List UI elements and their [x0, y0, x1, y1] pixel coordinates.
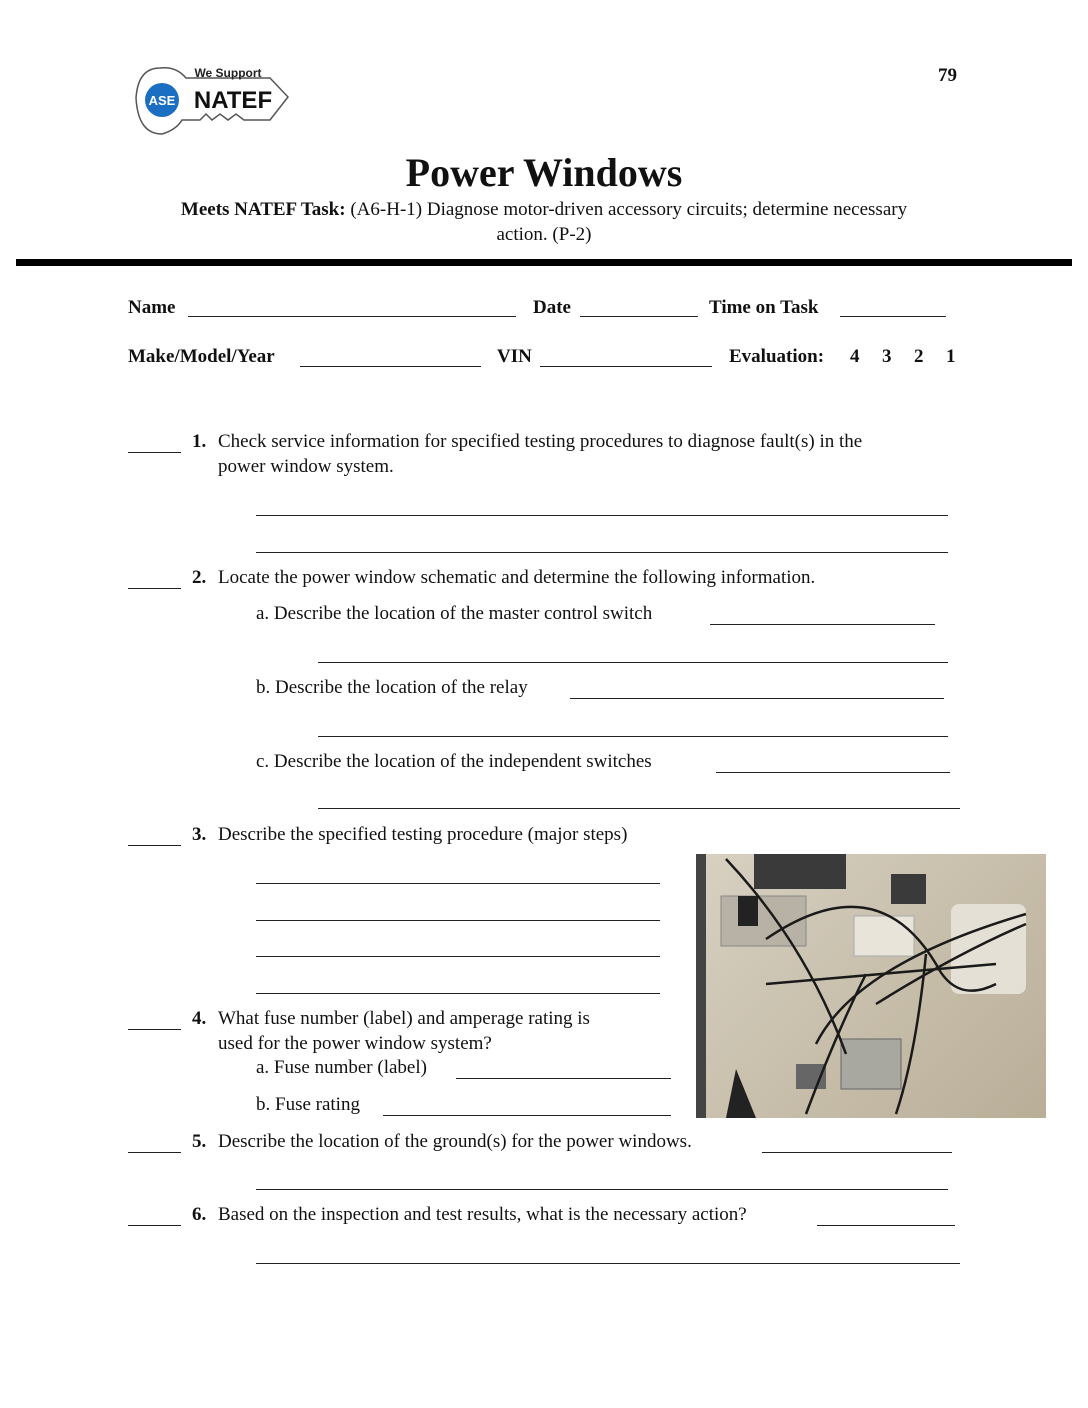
item-6-text: Based on the inspection and test results, what is the necessary action? [218, 1204, 747, 1225]
item-2-number: 2. [192, 567, 207, 588]
item-5-text: Describe the location of the ground(s) for the power windows. [218, 1131, 692, 1152]
svg-text:NATEF: NATEF [193, 87, 273, 114]
item-4a-text: a. Fuse number (label) [256, 1057, 427, 1078]
item-6-check-blank[interactable] [128, 1225, 181, 1226]
time-on-task-label: Time on Task [709, 297, 819, 318]
natef-logo [130, 60, 295, 142]
item-2-text: Locate the power window schematic and determine the following information. [218, 567, 816, 588]
score-2[interactable]: 2 [914, 346, 924, 367]
item-1-answer-line[interactable] [256, 552, 948, 553]
fuse-number-field[interactable] [456, 1078, 671, 1079]
item-2c-answer-line[interactable] [318, 808, 960, 809]
date-label: Date [533, 297, 571, 318]
item-1-text: Check service information for specified testing procedures to diagnose fault(s) in the [218, 431, 863, 452]
item-2a-answer-line[interactable] [318, 662, 948, 663]
item-3-check-blank[interactable] [128, 845, 181, 846]
item-3-answer-line[interactable] [256, 993, 660, 994]
item-3-answer-line[interactable] [256, 883, 660, 884]
item-4b-text: b. Fuse rating [256, 1094, 360, 1115]
item-2a-answer[interactable] [710, 624, 935, 625]
item-4-text-2: used for the power window system? [218, 1033, 492, 1054]
time-on-task-field[interactable] [840, 316, 946, 317]
task-text-line2: action. (P-2) [496, 224, 592, 245]
name-field[interactable] [188, 316, 516, 317]
make-model-year-field[interactable] [300, 366, 481, 367]
item-2-check-blank[interactable] [128, 588, 181, 589]
score-3[interactable]: 3 [882, 346, 892, 367]
header-rule [16, 259, 1072, 266]
item-5-check-blank[interactable] [128, 1152, 181, 1153]
item-1-number: 1. [192, 431, 207, 452]
item-3-number: 3. [192, 824, 207, 845]
svg-text:We Support: We Support [194, 66, 262, 80]
item-2c-answer[interactable] [716, 772, 950, 773]
item-1-text-2: power window system. [218, 456, 394, 477]
task-text: (A6-H-1) Diagnose motor-driven accessory circuits; determine necessary [350, 199, 908, 220]
item-2b-answer-line[interactable] [318, 736, 948, 737]
item-6-answer[interactable] [817, 1225, 955, 1226]
item-4-text: What fuse number (label) and amperage rating is [218, 1008, 590, 1029]
name-label: Name [128, 297, 176, 318]
item-5-answer-line[interactable] [256, 1189, 948, 1190]
key-logo-icon [130, 60, 295, 142]
item-3-answer-line[interactable] [256, 956, 660, 957]
evaluation-label: Evaluation: [729, 346, 825, 367]
item-6-answer-line[interactable] [256, 1263, 960, 1264]
item-3-answer-line[interactable] [256, 920, 660, 921]
task-label: Meets NATEF Task: [180, 199, 346, 220]
vin-label: VIN [497, 346, 532, 367]
item-3-text: Describe the specified testing procedure (major steps) [218, 824, 628, 845]
item-4-number: 4. [192, 1008, 207, 1029]
item-1-check-blank[interactable] [128, 452, 181, 453]
item-6-number: 6. [192, 1204, 207, 1225]
vin-field[interactable] [540, 366, 712, 367]
item-4-check-blank[interactable] [128, 1029, 181, 1030]
item-2a-text: a. Describe the location of the master control switch [256, 603, 653, 624]
item-1-answer-line[interactable] [256, 515, 948, 516]
item-2c-text: c. Describe the location of the independent switches [256, 751, 652, 772]
fuse-rating-field[interactable] [383, 1115, 671, 1116]
date-field[interactable] [580, 316, 698, 317]
item-5-answer[interactable] [762, 1152, 952, 1153]
item-2b-text: b. Describe the location of the relay [256, 677, 528, 698]
page-title: Power Windows [405, 150, 683, 195]
item-2b-answer[interactable] [570, 698, 944, 699]
score-4[interactable]: 4 [850, 346, 860, 367]
make-model-year-label: Make/Model/Year [128, 346, 275, 367]
score-1[interactable]: 1 [946, 346, 956, 367]
page-number: 79 [938, 65, 957, 86]
item-5-number: 5. [192, 1131, 207, 1152]
door-panel-photo [696, 854, 1046, 1118]
svg-text:ASE: ASE [148, 93, 176, 108]
